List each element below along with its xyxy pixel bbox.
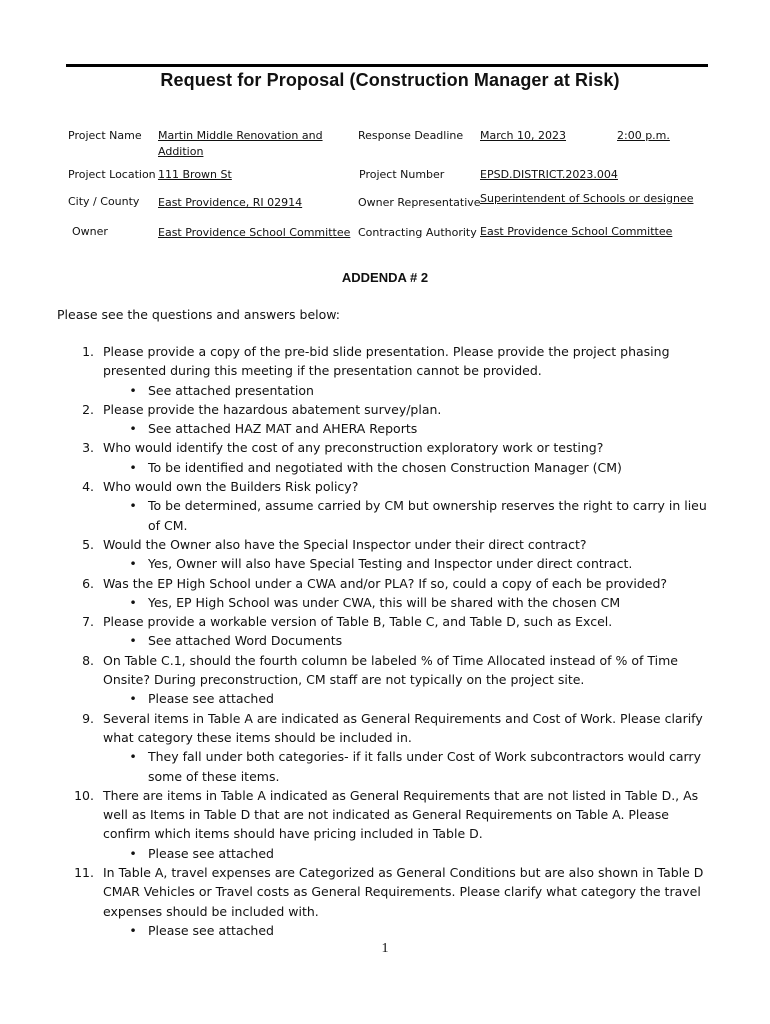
addenda-intro: Please see the questions and answers below: xyxy=(57,307,341,322)
qa-number: 1. xyxy=(82,344,94,359)
qa-item xyxy=(0,709,770,786)
qa-item xyxy=(0,535,770,574)
city-county-value: East Providence, RI 02914 xyxy=(158,196,303,209)
qa-answer-text: To be determined, assume carried by CM but ownership reserves the right to carry in lieu of CM. xyxy=(148,498,707,533)
owner-representative-label: Owner Representative xyxy=(358,196,481,209)
qa-number: 5. xyxy=(82,536,94,552)
bullet-icon: • xyxy=(129,382,137,398)
qa-question: Please provide the hazardous abatement survey/plan. xyxy=(103,401,442,417)
qa-item xyxy=(0,863,770,940)
bullet-icon: • xyxy=(129,691,137,707)
qa-item xyxy=(0,400,770,439)
qa-answer-text: Please see attached xyxy=(148,691,274,707)
qa-number: 3. xyxy=(82,440,94,456)
contracting-authority-value: East Providence School Committee xyxy=(480,225,673,238)
qa-item xyxy=(0,342,770,400)
response-deadline-time: 2:00 p.m. xyxy=(617,129,670,142)
response-deadline-label: Response Deadline xyxy=(358,129,464,142)
page-title: Request for Proposal (Construction Manager at Risk) xyxy=(160,70,620,90)
qa-item xyxy=(0,786,770,863)
qa-question: Who would own the Builders Risk policy? xyxy=(103,479,359,495)
qa-number: 7. xyxy=(82,614,94,630)
qa-answer-text: They fall under both categories- if it falls under Cost of Work subcontractors would carry some of these items. xyxy=(148,749,701,784)
qa-number: 4. xyxy=(82,479,94,495)
qa-answer-text: See attached HAZ MAT and AHERA Reports xyxy=(148,421,418,437)
qa-question: On Table C.1, should the fourth column be labeled % of Time Allocated instead of % of Time Onsite? During preconstruction, CM staff are not typically on the project site. xyxy=(103,652,678,688)
owner-value: East Providence School Committee xyxy=(158,226,351,239)
qa-number: 2. xyxy=(82,401,94,417)
qa-question: Was the EP High School under a CWA and/or PLA? If so, could a copy of each be provided? xyxy=(103,575,668,591)
qa-answer-text: Please see attached xyxy=(148,922,274,938)
bullet-icon: • xyxy=(129,922,137,938)
qa-answer xyxy=(129,419,716,438)
project-number-label: Project Number xyxy=(359,168,445,181)
qa-answer xyxy=(129,496,716,535)
qa-number: 9. xyxy=(82,710,94,726)
owner-representative-value: Superintendent of Schools or designee xyxy=(480,192,694,205)
qa-question: Who would identify the cost of any preconstruction exploratory work or testing? xyxy=(103,440,604,456)
qa-question: Please provide a copy of the pre-bid slide presentation. Please provide the project phasing presented during this meeting if the presentation cannot be provided. xyxy=(103,344,670,379)
top-rule xyxy=(66,64,708,67)
bullet-icon: • xyxy=(129,594,137,610)
qa-item xyxy=(0,651,770,709)
bullet-icon: • xyxy=(129,633,137,649)
qa-answer xyxy=(129,747,716,786)
bullet-icon: • xyxy=(129,421,137,437)
bullet-icon: • xyxy=(129,556,137,572)
qa-answer-text: Please see attached xyxy=(148,845,274,861)
qa-answer xyxy=(129,921,716,940)
qa-answer xyxy=(129,631,716,650)
qa-answer xyxy=(129,554,716,573)
qa-item xyxy=(0,438,770,477)
owner-label: Owner xyxy=(72,225,108,238)
qa-question: There are items in Table A indicated as General Requirements that are not listed in Table D., As well as Items in Table D that are not indicated as General Requirements on Table A. Please confirm which items should have pricing included in Table D. xyxy=(103,787,699,842)
project-number-value: EPSD.DISTRICT.2023.004 xyxy=(480,168,618,181)
addenda-heading: ADDENDA # 2 xyxy=(341,270,429,285)
qa-item xyxy=(0,574,770,613)
project-name-value-line2: Addition xyxy=(158,145,204,158)
response-deadline-date: March 10, 2023 xyxy=(480,129,567,142)
project-name-label: Project Name xyxy=(68,129,142,142)
qa-answer-text: Yes, EP High School was under CWA, this will be shared with the chosen CM xyxy=(148,594,621,610)
qa-number: 10. xyxy=(74,787,94,803)
qa-answer xyxy=(129,689,716,708)
bullet-icon: • xyxy=(129,459,137,475)
city-county-label: City / County xyxy=(68,195,140,208)
qa-item xyxy=(0,477,770,535)
qa-answer-text: Yes, Owner will also have Special Testing and Inspector under direct contract. xyxy=(148,556,633,572)
project-location-value: 111 Brown St xyxy=(158,168,232,181)
bullet-icon: • xyxy=(129,749,137,765)
qa-answer-text: To be identified and negotiated with the chosen Construction Manager (CM) xyxy=(148,459,622,475)
project-name-value-line1: Martin Middle Renovation and xyxy=(158,129,323,142)
qa-question: Several items in Table A are indicated as General Requirements and Cost of Work. Please clarify what category these items should be included in. xyxy=(103,710,703,745)
qa-number: 8. xyxy=(82,652,94,668)
qa-answer xyxy=(129,844,716,863)
contracting-authority-label: Contracting Authority xyxy=(358,226,477,239)
bullet-icon: • xyxy=(129,845,137,861)
qa-question: In Table A, travel expenses are Categorized as General Conditions but are also shown in Table D CMAR Vehicles or Travel costs as General Requirements. Please clarify what category the travel expenses should be included with. xyxy=(103,865,704,919)
qa-answer xyxy=(129,593,716,612)
project-location-label: Project Location xyxy=(68,168,156,181)
qa-list xyxy=(0,342,770,940)
bullet-icon: • xyxy=(129,498,137,514)
qa-item xyxy=(0,612,770,651)
qa-answer-text: See attached Word Documents xyxy=(148,633,343,649)
qa-question: Please provide a workable version of Table B, Table C, and Table D, such as Excel. xyxy=(103,614,613,630)
qa-number: 6. xyxy=(82,575,94,591)
qa-answer xyxy=(129,458,716,477)
qa-question: Would the Owner also have the Special Inspector under their direct contract? xyxy=(103,536,587,552)
qa-number: 11. xyxy=(74,865,94,881)
qa-answer xyxy=(129,381,716,400)
qa-answer-text: See attached presentation xyxy=(148,382,314,398)
page-number: 1 xyxy=(381,941,389,956)
